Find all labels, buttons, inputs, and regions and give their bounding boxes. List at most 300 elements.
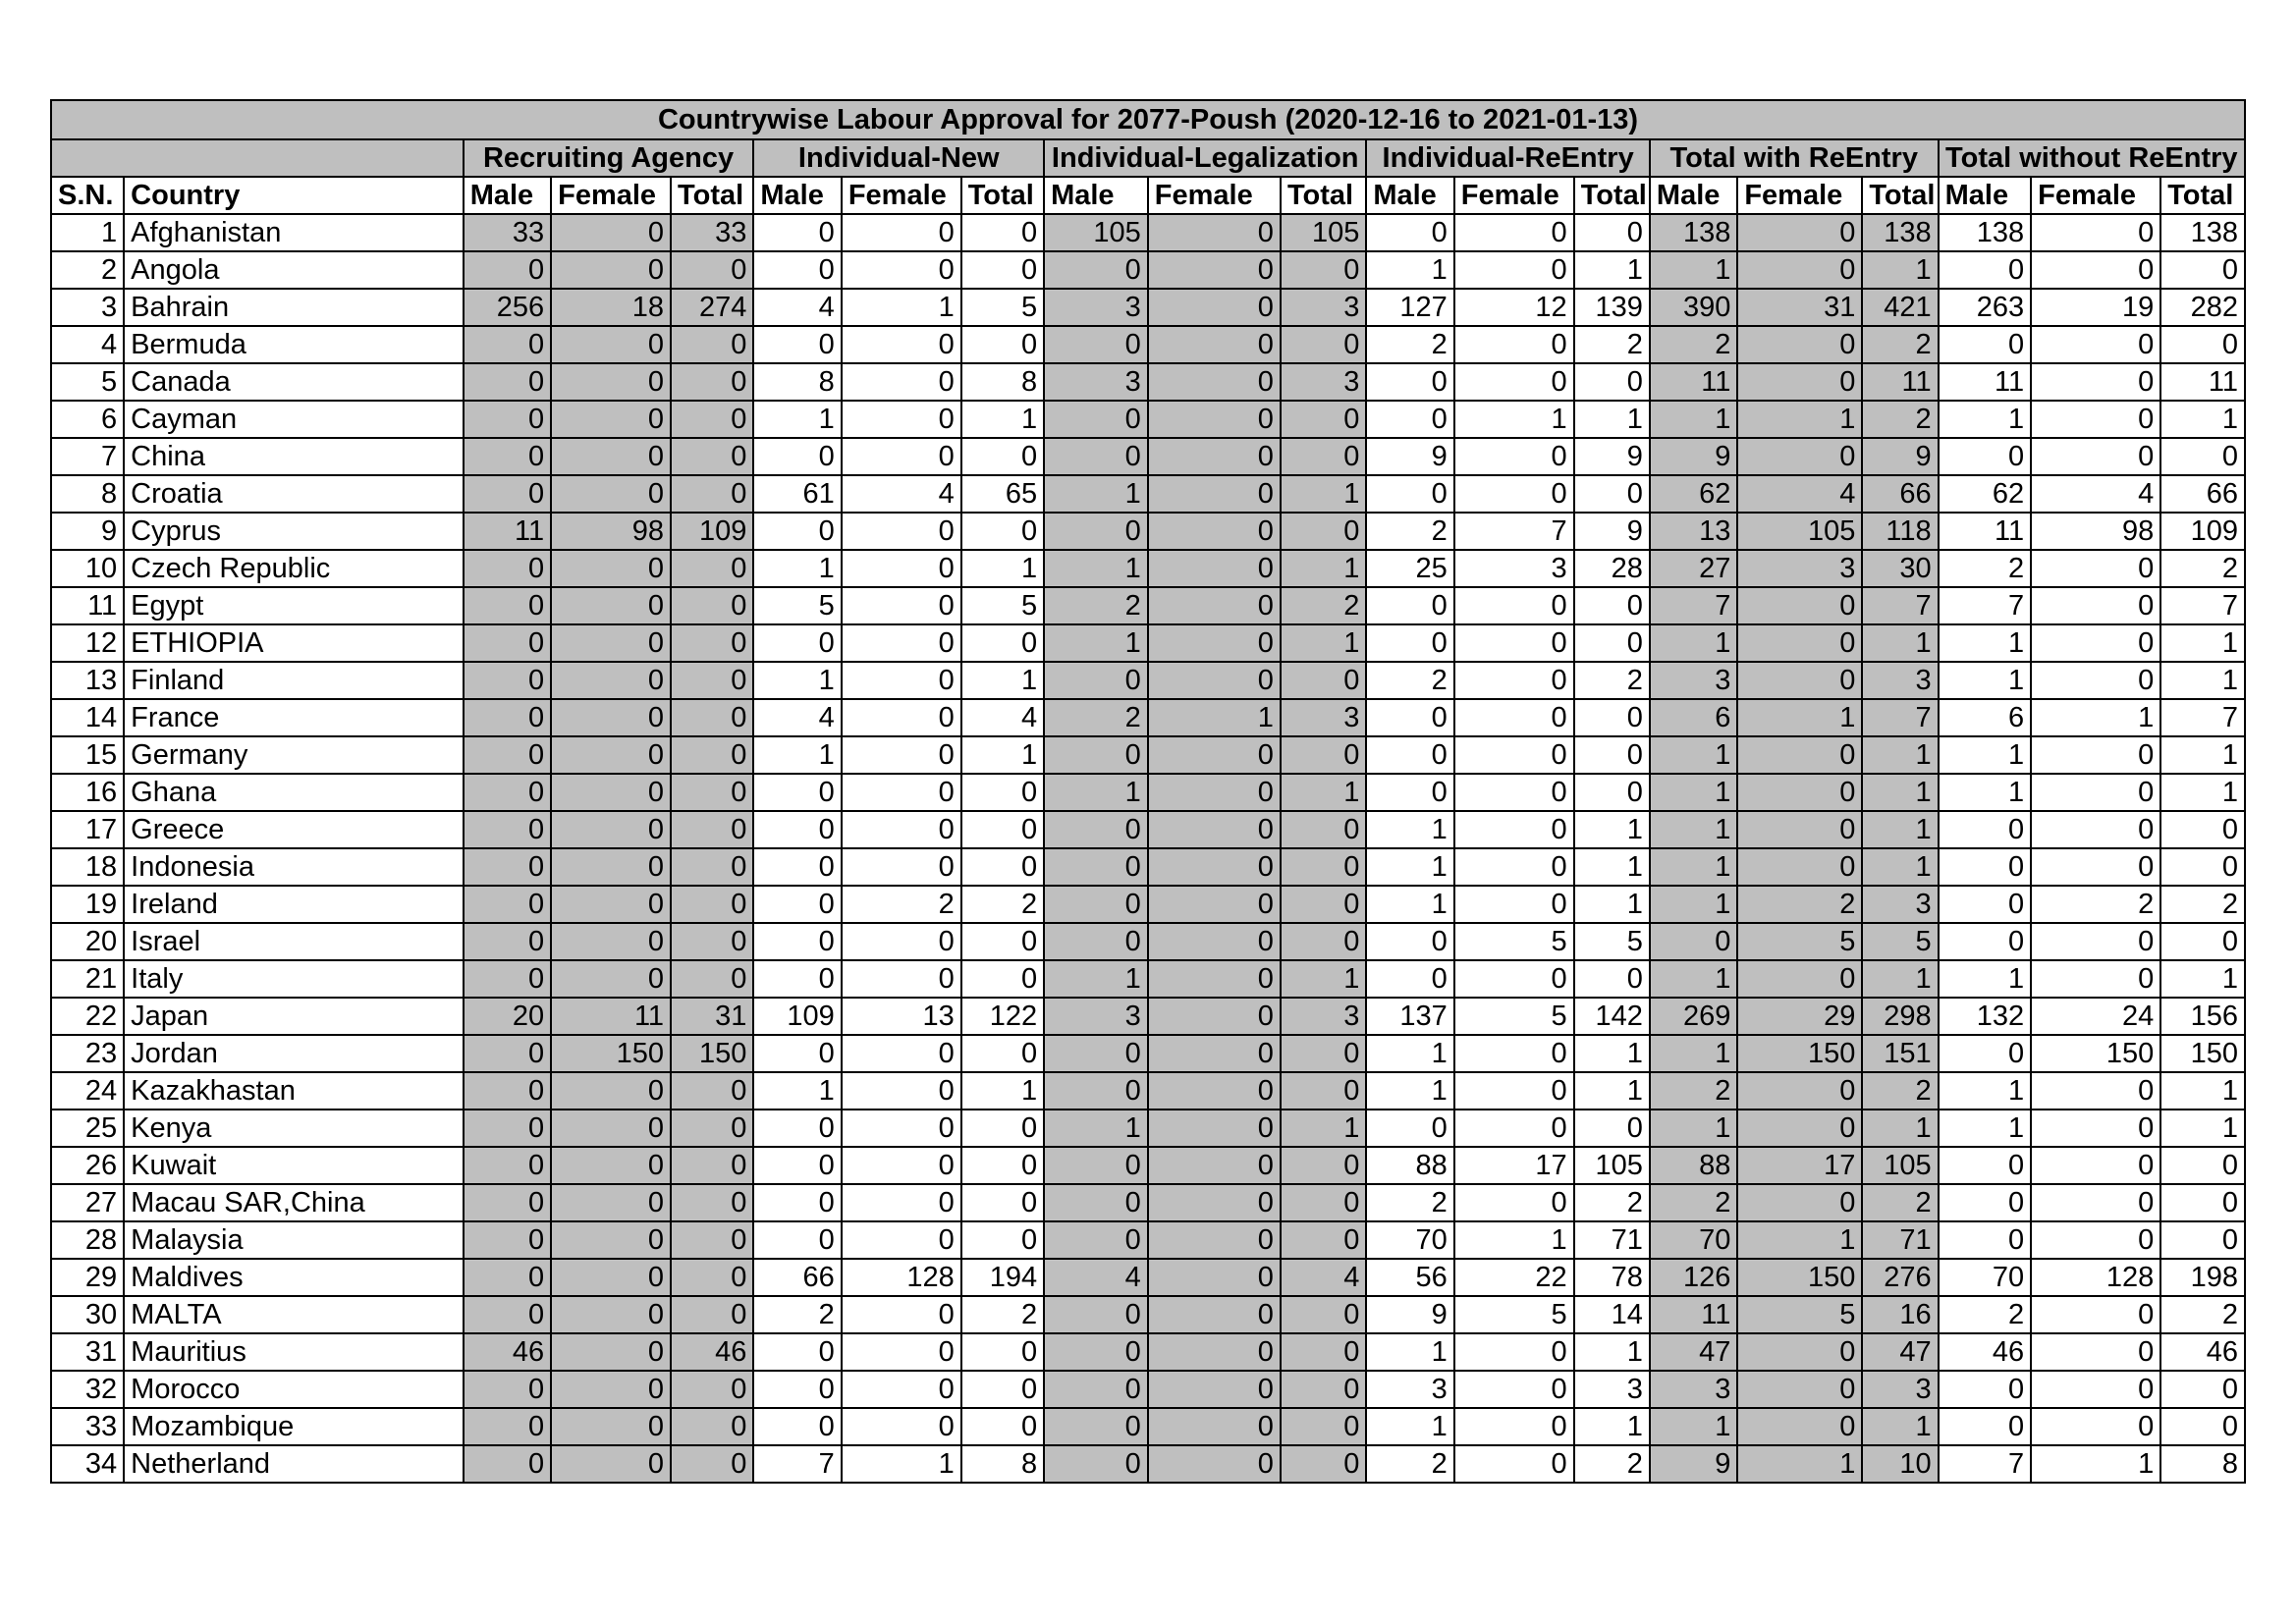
cell-value: 1 [2031,1445,2160,1483]
cell-value: 0 [1366,774,1453,811]
cell-value: 0 [753,960,841,998]
cell-value: 1 [1281,475,1366,513]
cell-value: 5 [1454,1296,1574,1333]
cell-value: 0 [1366,587,1453,624]
cell-value: 9 [1650,438,1737,475]
cell-value: 0 [2031,1147,2160,1184]
cell-sn: 13 [51,662,124,699]
cell-value: 4 [753,699,841,736]
cell-value: 3 [1366,1371,1453,1408]
cell-value: 3 [1574,1371,1650,1408]
table-row [51,736,2245,774]
cell-value: 2 [1044,699,1148,736]
cell-value: 6 [1650,699,1737,736]
cell-value: 0 [1454,475,1574,513]
cell-value: 0 [1044,326,1148,363]
cell-value: 0 [2031,550,2160,587]
cell-value: 1 [2160,624,2245,662]
cell-country: Kazakhastan [124,1072,464,1110]
cell-value: 0 [551,1259,671,1296]
cell-country: Ghana [124,774,464,811]
cell-value: 0 [1737,1072,1862,1110]
cell-value: 0 [753,326,841,363]
table-row [51,251,2245,289]
cell-value: 0 [842,736,961,774]
cell-value: 0 [1454,251,1574,289]
cell-value: 0 [671,475,753,513]
cell-country: Greece [124,811,464,848]
cell-value: 1 [1939,401,2032,438]
cell-value: 0 [464,550,551,587]
cell-value: 0 [1454,1408,1574,1445]
cell-value: 0 [1737,251,1862,289]
group-header: Recruiting Agency [464,139,754,177]
cell-value: 0 [671,1184,753,1221]
cell-value: 0 [842,326,961,363]
cell-value: 5 [1454,998,1574,1035]
cell-value: 61 [753,475,841,513]
cell-value: 0 [464,363,551,401]
cell-value: 3 [1862,1371,1938,1408]
cell-value: 138 [1939,214,2032,251]
cell-value: 47 [1862,1333,1938,1371]
cell-value: 0 [1281,438,1366,475]
cell-value: 7 [1939,587,2032,624]
cell-value: 0 [1281,401,1366,438]
cell-value: 0 [1454,1184,1574,1221]
cell-value: 0 [464,774,551,811]
cell-value: 31 [1737,289,1862,326]
cell-value: 0 [1737,848,1862,886]
cell-value: 0 [551,1296,671,1333]
cell-value: 56 [1366,1259,1453,1296]
cell-value: 0 [1044,1333,1148,1371]
cell-value: 0 [1366,624,1453,662]
cell-value: 2 [1650,1072,1737,1110]
cell-country: Egypt [124,587,464,624]
cell-value: 0 [1454,214,1574,251]
cell-value: 0 [842,1221,961,1259]
cell-sn: 12 [51,624,124,662]
cell-value: 0 [1281,1147,1366,1184]
cell-value: 0 [1281,1072,1366,1110]
cell-value: 0 [2160,923,2245,960]
cell-value: 150 [1737,1035,1862,1072]
cell-value: 0 [2031,326,2160,363]
cell-value: 0 [1148,811,1281,848]
cell-value: 5 [1862,923,1938,960]
cell-value: 0 [2031,811,2160,848]
cell-value: 0 [842,513,961,550]
cell-value: 0 [1148,1259,1281,1296]
cell-value: 0 [1148,214,1281,251]
cell-value: 0 [2160,1408,2245,1445]
cell-value: 1 [1650,251,1737,289]
cell-value: 0 [1574,960,1650,998]
cell-value: 0 [671,1296,753,1333]
cell-value: 0 [1148,289,1281,326]
cell-value: 0 [1148,848,1281,886]
cell-value: 0 [842,1333,961,1371]
cell-value: 0 [1939,848,2032,886]
cell-value: 8 [753,363,841,401]
cell-value: 1 [1862,1110,1938,1147]
cell-value: 0 [671,1110,753,1147]
cell-country: Finland [124,662,464,699]
cell-value: 0 [1281,513,1366,550]
cell-value: 0 [842,438,961,475]
cell-value: 0 [1737,1110,1862,1147]
cell-value: 7 [1862,699,1938,736]
cell-value: 0 [2031,1110,2160,1147]
cell-value: 3 [1650,662,1737,699]
cell-value: 137 [1366,998,1453,1035]
cell-value: 1 [1366,251,1453,289]
table-row [51,587,2245,624]
table-row [51,1035,2245,1072]
cell-value: 0 [1650,923,1737,960]
cell-value: 0 [464,587,551,624]
cell-value: 62 [1650,475,1737,513]
cell-value: 2 [1366,1184,1453,1221]
cell-value: 0 [1737,736,1862,774]
cell-value: 5 [753,587,841,624]
cell-value: 0 [551,214,671,251]
cell-value: 2 [1939,550,2032,587]
cell-value: 0 [753,1333,841,1371]
cell-value: 421 [1862,289,1938,326]
cell-value: 0 [753,624,841,662]
cell-value: 1 [753,1072,841,1110]
table-row [51,1333,2245,1371]
cell-value: 0 [842,1184,961,1221]
cell-value: 1 [753,550,841,587]
cell-value: 3 [1454,550,1574,587]
cell-value: 17 [1737,1147,1862,1184]
cell-value: 70 [1939,1259,2032,1296]
cell-value: 0 [671,624,753,662]
cell-value: 1 [1737,401,1862,438]
cell-value: 0 [551,699,671,736]
cell-value: 33 [464,214,551,251]
cell-value: 0 [1454,438,1574,475]
cell-value: 1 [1366,1333,1453,1371]
cell-value: 0 [2160,1221,2245,1259]
cell-value: 4 [1044,1259,1148,1296]
table-row [51,1184,2245,1221]
cell-value: 1 [1281,624,1366,662]
cell-value: 0 [551,886,671,923]
table-body [51,214,2245,1483]
cell-value: 2 [1281,587,1366,624]
cell-value: 0 [1366,363,1453,401]
table-row [51,438,2245,475]
cell-value: 0 [1939,1221,2032,1259]
cell-value: 0 [1574,736,1650,774]
table-row [51,475,2245,513]
cell-value: 1 [2160,1072,2245,1110]
cell-value: 0 [842,1147,961,1184]
cell-value: 0 [1281,1333,1366,1371]
cell-value: 0 [753,1184,841,1221]
table-row [51,774,2245,811]
cell-value: 0 [1044,1184,1148,1221]
cell-value: 1 [2160,401,2245,438]
cell-value: 0 [1574,774,1650,811]
cell-value: 1 [1574,1333,1650,1371]
group-header: Total with ReEntry [1650,139,1939,177]
cell-value: 8 [961,363,1044,401]
table-row [51,401,2245,438]
cell-value: 22 [1454,1259,1574,1296]
cell-value: 0 [1148,1072,1281,1110]
cell-value: 0 [551,774,671,811]
cell-value: 7 [1650,587,1737,624]
cell-value: 1 [1939,624,2032,662]
cell-value: 0 [464,401,551,438]
cell-value: 0 [2160,811,2245,848]
cell-value: 1 [1650,401,1737,438]
cell-value: 1 [1044,475,1148,513]
cell-value: 105 [1044,214,1148,251]
cell-value: 2 [2031,886,2160,923]
cell-value: 390 [1650,289,1737,326]
cell-value: 1 [1650,811,1737,848]
cell-value: 5 [1454,923,1574,960]
cell-value: 0 [1366,1110,1453,1147]
cell-value: 0 [2031,662,2160,699]
cell-value: 0 [464,1221,551,1259]
cell-value: 2 [1366,662,1453,699]
cell-value: 1 [961,401,1044,438]
cell-value: 1 [1650,774,1737,811]
cell-value: 3 [1862,886,1938,923]
cell-value: 0 [961,1147,1044,1184]
cell-value: 0 [1044,251,1148,289]
cell-value: 0 [1044,1296,1148,1333]
cell-value: 5 [1737,923,1862,960]
cell-country: ETHIOPIA [124,624,464,662]
cell-value: 0 [842,401,961,438]
cell-value: 0 [2031,363,2160,401]
table-row [51,363,2245,401]
table-row [51,326,2245,363]
cell-value: 13 [1650,513,1737,550]
table-row [51,699,2245,736]
cell-value: 150 [2160,1035,2245,1072]
cell-value: 0 [753,1221,841,1259]
cell-value: 0 [1574,587,1650,624]
cell-value: 3 [1044,289,1148,326]
cell-value: 2 [2160,1296,2245,1333]
cell-value: 0 [1454,699,1574,736]
cell-value: 7 [1454,513,1574,550]
cell-sn: 28 [51,1221,124,1259]
cell-value: 1 [1366,1035,1453,1072]
cell-country: Japan [124,998,464,1035]
cell-value: 256 [464,289,551,326]
cell-value: 128 [842,1259,961,1296]
cell-value: 0 [551,848,671,886]
cell-value: 1 [2160,1110,2245,1147]
cell-country: Cyprus [124,513,464,550]
cell-value: 66 [1862,475,1938,513]
cell-value: 139 [1574,289,1650,326]
cell-value: 1 [2160,736,2245,774]
cell-value: 0 [464,438,551,475]
cell-value: 0 [1574,475,1650,513]
cell-sn: 11 [51,587,124,624]
cell-value: 0 [1737,363,1862,401]
cell-value: 1 [1862,1408,1938,1445]
cell-value: 0 [1366,736,1453,774]
cell-value: 1 [1574,848,1650,886]
cell-value: 98 [2031,513,2160,550]
cell-value: 65 [961,475,1044,513]
cell-value: 1 [1650,1110,1737,1147]
cell-sn: 22 [51,998,124,1035]
cell-value: 0 [1148,550,1281,587]
cell-value: 0 [1454,960,1574,998]
cell-value: 0 [961,1221,1044,1259]
cell-value: 0 [1737,960,1862,998]
cell-value: 0 [1454,848,1574,886]
cell-country: Netherland [124,1445,464,1483]
cell-value: 0 [1454,587,1574,624]
cell-value: 0 [1148,475,1281,513]
cell-value: 0 [1737,624,1862,662]
table-row [51,289,2245,326]
cell-value: 0 [1454,662,1574,699]
cell-value: 13 [842,998,961,1035]
column-header-male: Male [753,177,841,214]
cell-value: 0 [1281,811,1366,848]
cell-sn: 2 [51,251,124,289]
cell-value: 0 [1148,923,1281,960]
cell-value: 0 [464,960,551,998]
cell-value: 1 [753,736,841,774]
cell-value: 0 [1939,1147,2032,1184]
cell-value: 0 [842,550,961,587]
cell-value: 1 [1044,1110,1148,1147]
cell-value: 0 [1044,1371,1148,1408]
cell-value: 71 [1574,1221,1650,1259]
cell-value: 78 [1574,1259,1650,1296]
cell-value: 0 [1281,1408,1366,1445]
cell-value: 0 [1148,513,1281,550]
column-header-female: Female [551,177,671,214]
cell-value: 0 [753,1408,841,1445]
cell-value: 0 [1148,662,1281,699]
cell-value: 0 [1939,886,2032,923]
cell-value: 0 [1148,998,1281,1035]
cell-value: 17 [1454,1147,1574,1184]
cell-value: 1 [1366,848,1453,886]
cell-value: 1 [1737,1221,1862,1259]
column-header-male: Male [1650,177,1737,214]
cell-value: 0 [1737,214,1862,251]
cell-sn: 31 [51,1333,124,1371]
cell-value: 1 [1574,886,1650,923]
table-row [51,1296,2245,1333]
cell-country: Macau SAR,China [124,1184,464,1221]
column-header-country: Country [124,177,464,214]
table-row [51,1371,2245,1408]
cell-value: 0 [1044,886,1148,923]
cell-value: 1 [1281,774,1366,811]
cell-value: 0 [961,438,1044,475]
cell-value: 0 [1148,736,1281,774]
cell-value: 132 [1939,998,2032,1035]
cell-value: 1 [2160,960,2245,998]
cell-value: 1 [1574,1072,1650,1110]
cell-value: 33 [671,214,753,251]
cell-value: 0 [961,960,1044,998]
cell-value: 109 [2160,513,2245,550]
cell-value: 1 [1574,1035,1650,1072]
labour-approval-table [50,99,2246,1484]
cell-value: 0 [1366,699,1453,736]
cell-value: 1 [1862,736,1938,774]
cell-value: 5 [961,587,1044,624]
cell-value: 0 [1148,1147,1281,1184]
cell-value: 2 [1366,513,1453,550]
cell-value: 0 [464,624,551,662]
column-header-total: Total [961,177,1044,214]
cell-value: 0 [671,1259,753,1296]
cell-value: 150 [551,1035,671,1072]
cell-value: 0 [753,1371,841,1408]
cell-value: 1 [1574,811,1650,848]
cell-value: 0 [842,923,961,960]
cell-value: 0 [464,475,551,513]
cell-country: Indonesia [124,848,464,886]
cell-value: 1 [961,550,1044,587]
cell-sn: 14 [51,699,124,736]
cell-value: 0 [2031,774,2160,811]
cell-value: 0 [1454,326,1574,363]
cell-value: 0 [1574,214,1650,251]
cell-value: 0 [2031,1371,2160,1408]
cell-value: 0 [1044,1147,1148,1184]
cell-value: 2 [1366,326,1453,363]
cell-value: 1 [1650,1408,1737,1445]
cell-value: 0 [464,1072,551,1110]
cell-value: 0 [464,811,551,848]
cell-country: Afghanistan [124,214,464,251]
cell-value: 0 [1044,1221,1148,1259]
cell-value: 0 [551,363,671,401]
cell-value: 0 [464,1184,551,1221]
cell-sn: 30 [51,1296,124,1333]
cell-value: 0 [551,736,671,774]
cell-sn: 10 [51,550,124,587]
cell-value: 1 [1281,550,1366,587]
cell-value: 4 [1737,475,1862,513]
cell-value: 4 [961,699,1044,736]
cell-value: 0 [1148,401,1281,438]
cell-value: 2 [961,886,1044,923]
cell-value: 0 [1454,886,1574,923]
cell-value: 0 [1737,1408,1862,1445]
cell-value: 0 [753,513,841,550]
cell-value: 3 [1862,662,1938,699]
cell-value: 1 [753,662,841,699]
cell-value: 1 [1737,699,1862,736]
cell-value: 0 [1148,774,1281,811]
cell-value: 0 [1148,1296,1281,1333]
cell-value: 0 [961,326,1044,363]
